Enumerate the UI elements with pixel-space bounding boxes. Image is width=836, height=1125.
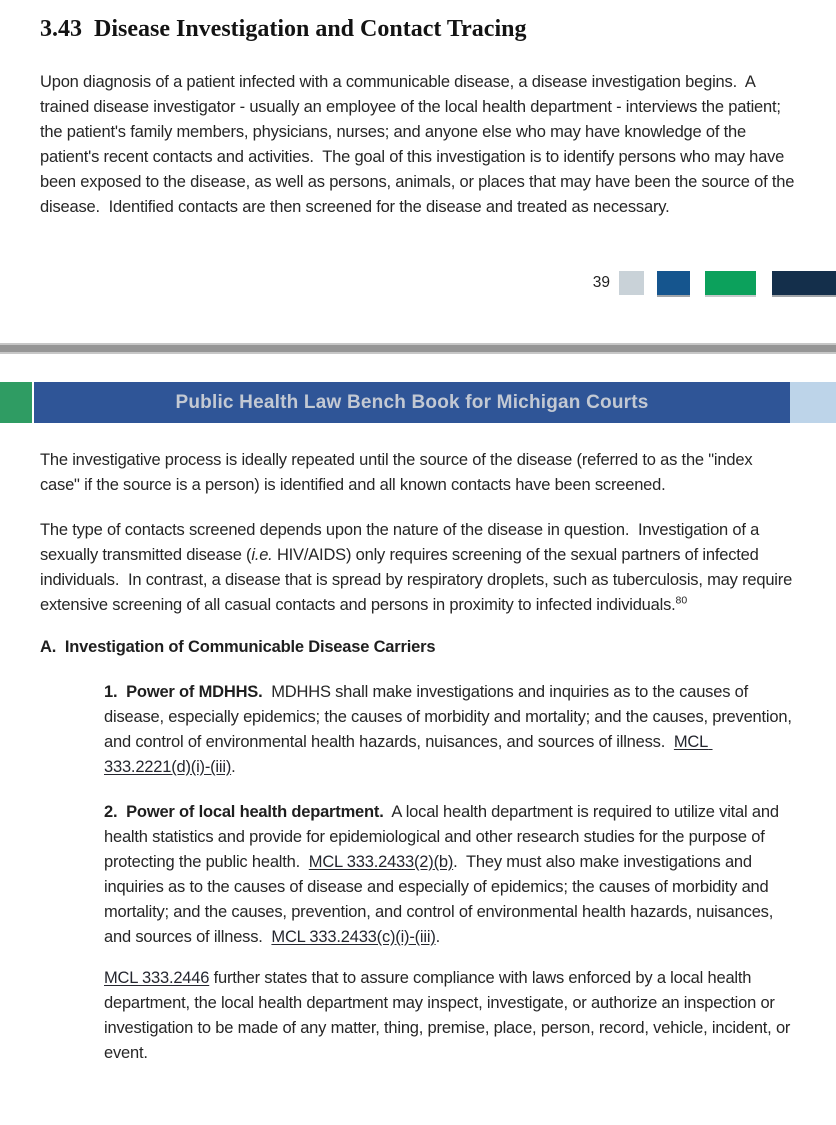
banner-title-bar <box>34 382 790 423</box>
section-a-heading: A. Investigation of Communicable Disease Carriers <box>40 637 436 656</box>
banner-green-accent <box>0 382 32 423</box>
footer-swatch-light-gray <box>619 271 644 295</box>
footer-swatch-navy <box>772 271 836 295</box>
section-title: 3.43 Disease Investigation and Contact Tracing <box>40 16 527 42</box>
mcl-2446-paragraph: MCL 333.2446 further states that to assure compliance with laws enforced by a local health department, the local health department may inspect, investigate, or authorize an inspection or investigation to be made of any matter, thing, premise, place, person, record, vehicle, incident, or event. <box>104 969 795 1062</box>
contacts-screened-paragraph: The type of contacts screened depends upon the nature of the disease in question. Investigation of a sexually transmitted disease (i.e. HIV/AIDS) only requires screening of the sexual partners of infected individuals. In contrast, a disease that is spread by respiratory droplets, such as tuberculosis, may require extensive screening of all casual contacts and persons in proximity to infected individuals.$^{80}$ <box>40 521 797 614</box>
banner-lightblue-accent <box>790 382 836 423</box>
investigative-process-paragraph: The investigative process is ideally repeated until the source of the disease (referred to as the "index case" if the source is a person) is identified and all known contacts have been screened. <box>40 451 757 494</box>
item-2-power-of-local-health-department: 2. Power of local health department. A local health department is required to utilize vital and health statistics and provide for epidemiological and other research studies for the purpose of protecting the public health. MCL 333.2433(2)(b). They must also make investigations and inquiries as to the causes of disease and especially of epidemics; the causes of morbidity and mortality; and the causes, prevention, and control of environmental health hazards, nuisances, and sources of illness. MCL 333.2433(c)(i)-(iii). <box>104 802 784 946</box>
page-number: 39 <box>592 274 610 291</box>
page-break-separator <box>0 343 836 354</box>
footer-swatch-green <box>705 271 756 295</box>
mcl-citation-link[interactable]: MCL 333.2433(2)(b) <box>308 852 454 871</box>
intro-paragraph: Upon diagnosis of a patient infected with a communicable disease, a disease investigation begins. A trained disease investigator - usually an employee of the local health department - interviews the patient; the patient's family members, physicians, nurses; and anyone else who may have knowledge of the patient's recent contacts and activities. The goal of this investigation is to identify persons who may have been exposed to the disease, as well as persons, animals, or places that may have been the source of the disease. Identified contacts are then screened for the disease and treated as necessary. <box>40 73 799 216</box>
mcl-citation-link[interactable]: MCL 333.2446 <box>104 969 210 987</box>
page-header-banner <box>0 382 836 423</box>
mcl-citation-link[interactable]: MCL 333.2433(c)(i)-(iii) <box>271 927 436 946</box>
page-footer <box>0 270 836 295</box>
footnote-reference: 80 <box>675 594 688 607</box>
footer-swatch-blue <box>657 271 690 295</box>
mcl-citation-link[interactable]: MCL 333.2221(d)(i)-(iii) <box>104 732 713 776</box>
item-1-power-of-mdhhs: 1. Power of MDHHS. MDHHS shall make investigations and inquiries as to the causes of disease, especially epidemics; the causes of morbidity and mortality; and the causes, prevention, and control of environmental health hazards, nuisances, and sources of illness. MCL 333.2221(d)(i)-(iii). <box>104 682 797 776</box>
banner-title: Public Health Law Bench Book for Michigan Courts <box>175 391 649 413</box>
